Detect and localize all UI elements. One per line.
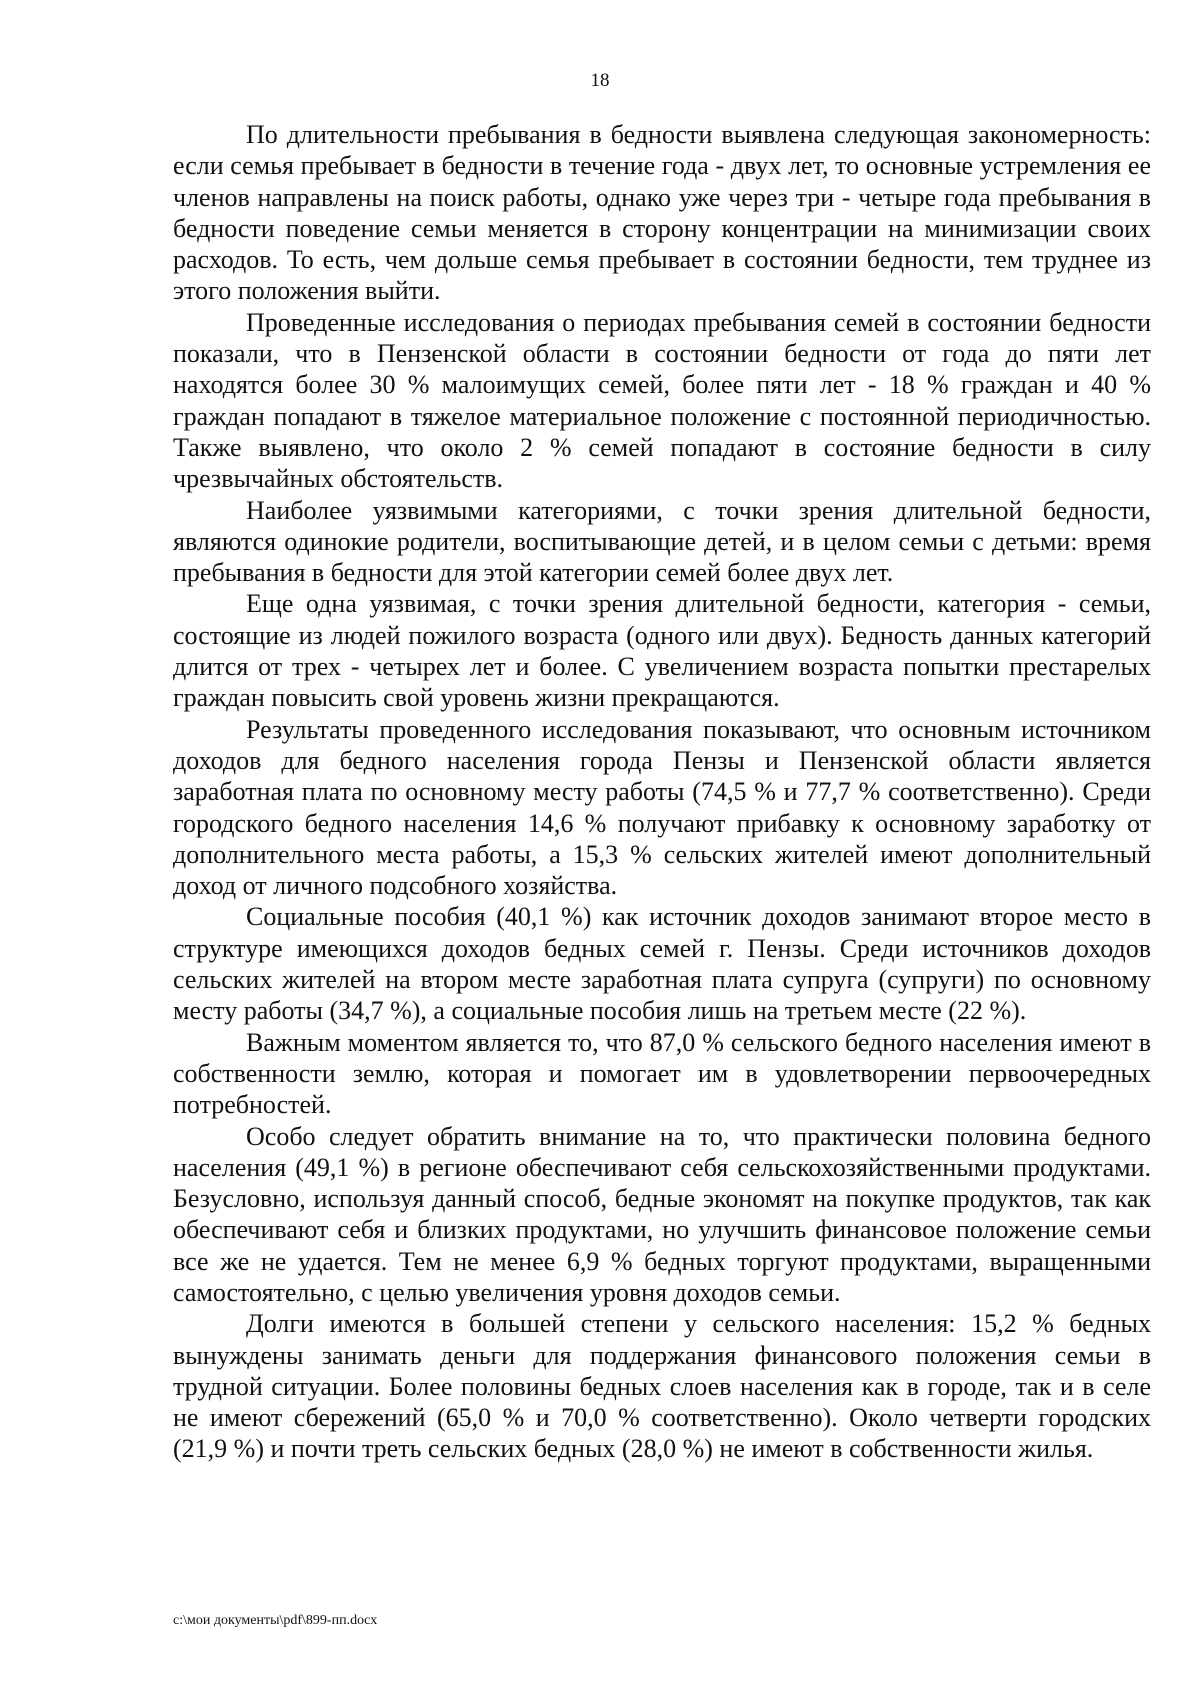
paragraph-elderly-families: Еще одна уязвимая, с точки зрения длительной бедности, категория - семьи, состоящие из людей пожилого возраста (одного или двух). Бедность данных категорий длится от трех - четырех лет и более. С увеличением возраста попытки престарелых граждан повысить свой уровень жизни прекращаются. — [173, 589, 1151, 713]
footer-file-path: c:\мои документы\pdf\899-пп.docx — [173, 1613, 378, 1628]
paragraph-vulnerable-categories: Наиболее уязвимыми категориями, с точки зрения длительной бедности, являются одинокие родители, воспитывающие детей, и в целом семьи с детьми: время пребывания в бедности для этой категории семей более двух лет. — [173, 495, 1151, 588]
paragraph-income-sources: Результаты проведенного исследования показывают, что основным источником доходов для бедного населения города Пензы и Пензенской области является заработная плата по основному месту работы (74,5 % и 77,7 % соответственно). Среди городского бедного населения 14,6 % получают прибавку к основному заработку от дополнительного места работы, а 15,3 % сельских жителей имеют дополнительный доход от личного подсобного хозяйства. — [173, 714, 1151, 901]
document-body — [173, 119, 1151, 1465]
paragraph-poverty-duration: По длительности пребывания в бедности выявлена следующая закономерность: если семья пребывает в бедности в течение года - двух лет, то основные устремления ее членов направлены на поиск работы, однако уже через три - четыре года пребывания в бедности поведение семьи меняется в сторону концентрации на минимизации своих расходов. То есть, чем дольше семья пребывает в состоянии бедности, тем труднее из этого положения выйти. — [173, 120, 1151, 306]
paragraph-poverty-periods: Проведенные исследования о периодах пребывания семей в состоянии бедности показали, что в Пензенской области в состоянии бедности от года до пяти лет находятся более 30 % малоимущих семей, более пяти лет - 18 % граждан и 40 % граждан попадают в тяжелое материальное положение с постоянной периодичностью. Также выявлено, что около 2 % семей попадают в состояние бедности в силу чрезвычайных обстоятельств. — [173, 307, 1151, 494]
paragraph-agricultural-products: Особо следует обратить внимание на то, что практически половина бедного населения (49,1 %) в регионе обеспечивают себя сельскохозяйственными продуктами. Безусловно, используя данный способ, бедные экономят на покупке продуктов, так как обеспечивают себя и близких продуктами, но улучшить финансовое положение семьи все же не удается. Тем не менее 6,9 % бедных торгуют продуктами, выращенными самостоятельно, с целью увеличения уровня доходов семьи. — [173, 1121, 1151, 1307]
paragraph-social-benefits: Социальные пособия (40,1 %) как источник доходов занимают второе место в структуре имеющихся доходов бедных семей г. Пензы. Среди источников доходов сельских жителей на втором месте заработная плата супруга (супруги) по основному месту работы (34,7 %), а социальные пособия лишь на третьем месте (22 %). — [173, 902, 1151, 1026]
paragraph-debts-savings: Долги имеются в большей степени у сельского населения: 15,2 % бедных вынуждены занимать деньги для поддержания финансового положения семьи в трудной ситуации. Более половины бедных слоев населения как в городе, так и в селе не имеют сбережений (65,0 % и 70,0 % соответственно). Около четверти городских (21,9 %) и почти треть сельских бедных (28,0 %) не имеют в собственности жилья. — [173, 1309, 1151, 1464]
paragraph-land-ownership: Важным моментом является то, что 87,0 % сельского бедного населения имеют в собственности землю, которая и помогает им в удовлетворении первоочередных потребностей. — [173, 1027, 1151, 1120]
page-number: 18 — [590, 70, 610, 91]
